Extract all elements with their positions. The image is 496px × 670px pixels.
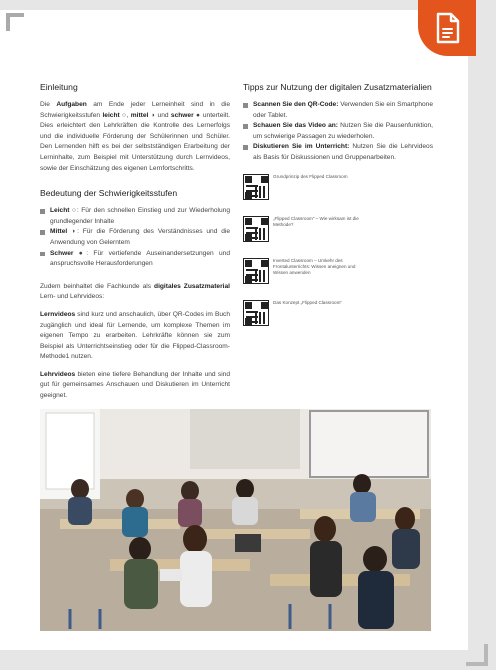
- lernvideos-paragraph: Lernvideos sind kurz und anschaulich, über QR-Codes im Buch zugänglich und ideal für Lernende, um komplexe Themen im eigenen Tempo zu erarbeiten. Lehrkräfte können sie zum Beispiel als Unterrichtseinstieg oder für die Flipped-Classroom-Methode1 nutzen.: [40, 310, 230, 361]
- qr-caption: Grundprinzip des Flipped Classroom: [273, 173, 348, 179]
- tips-heading: Tipps zur Nutzung der digitalen Zusatzmaterialien: [243, 82, 432, 92]
- page-edge-bottom: [0, 650, 496, 670]
- qr-entry: [243, 300, 433, 336]
- classroom-photo: [40, 409, 431, 631]
- classroom-photo-illustration: [40, 409, 431, 631]
- pdf-document-icon: [432, 12, 462, 44]
- page-edge-right: [468, 0, 496, 670]
- level-item-leicht: Leicht ○: Für den schnellen Einstieg und zur Wiederholung grundlegender Inhalte: [40, 206, 230, 227]
- qr-caption: Inverted Classroom – Umkehr des Frontalunterrichts: Wissen aneignen und Wissen anwenden: [273, 257, 356, 276]
- extra-material-paragraph: Zudem beinhaltet die Fachkunde als digitales Zusatzmaterial Lern- und Lehrvideos:: [40, 282, 230, 301]
- tips-list: [243, 100, 433, 164]
- levels-heading: Bedeutung der Schwierigkeitsstufen: [40, 188, 178, 199]
- qr-code[interactable]: [243, 174, 269, 200]
- qr-code[interactable]: [243, 258, 269, 284]
- level-item-schwer: Schwer ●: Für vertiefende Auseinandersetzungen und anspruchsvolle Herausforderungen: [40, 249, 230, 270]
- left-column: [40, 82, 230, 402]
- qr-caption: „Flipped Classroom“ – Wie wirksam ist die Methode?: [273, 215, 359, 227]
- pdf-badge[interactable]: [418, 0, 476, 56]
- level-item-mittel: Mittel ◑: Für die Förderung des Verständnisses und die Anwendung von Gelerntem: [40, 227, 230, 248]
- right-column: [243, 82, 433, 336]
- intro-heading: Einleitung: [40, 82, 78, 92]
- tip-item: Scannen Sie den QR-Code: Verwenden Sie ein Smartphone oder Tablet.: [243, 100, 433, 121]
- qr-caption: Das Konzept „Flipped Classroom“: [273, 299, 342, 305]
- qr-entry: [243, 258, 433, 294]
- tip-item: Diskutieren Sie im Unterricht: Nutzen Sie die Lehrvideos als Basis für Diskussionen und Gruppenarbeiten.: [243, 142, 433, 163]
- qr-entry: [243, 174, 433, 210]
- intro-paragraph: Die Aufgaben am Ende jeder Lerneinheit sind in die Schwierigkeitsstufen leicht ○, mittel ◑ und schwer ● unterteilt. Dies erleichtert den Lehrkräften die Kontrolle des Lernerfolgs und die individuelle Förderung der Schülerinnen und Schüler. Den Lernenden hilft es bei der selbstständigen Erarbeitung der Lerninhalte, zum Beispiel mit Unterstützung durch Lernvideos, sowie der Einschätzung des eigenen Lernfortschritts.: [40, 101, 230, 172]
- lehrvideos-paragraph: Lehrvideos bieten eine tiefere Behandlung der Inhalte und sind gut für gemeinsames Anschauen und Diskutieren im Unterricht geeignet.: [40, 370, 230, 400]
- levels-list: [40, 206, 230, 270]
- page-corner-mark-bottom-right: [466, 644, 488, 666]
- qr-code[interactable]: [243, 300, 269, 326]
- page-corner-mark-top-left: [6, 13, 24, 31]
- qr-entry: [243, 216, 433, 252]
- qr-code[interactable]: [243, 216, 269, 242]
- tip-item: Schauen Sie das Video an: Nutzen Sie die Pausenfunktion, um schwierige Passagen zu wiederholen.: [243, 121, 433, 142]
